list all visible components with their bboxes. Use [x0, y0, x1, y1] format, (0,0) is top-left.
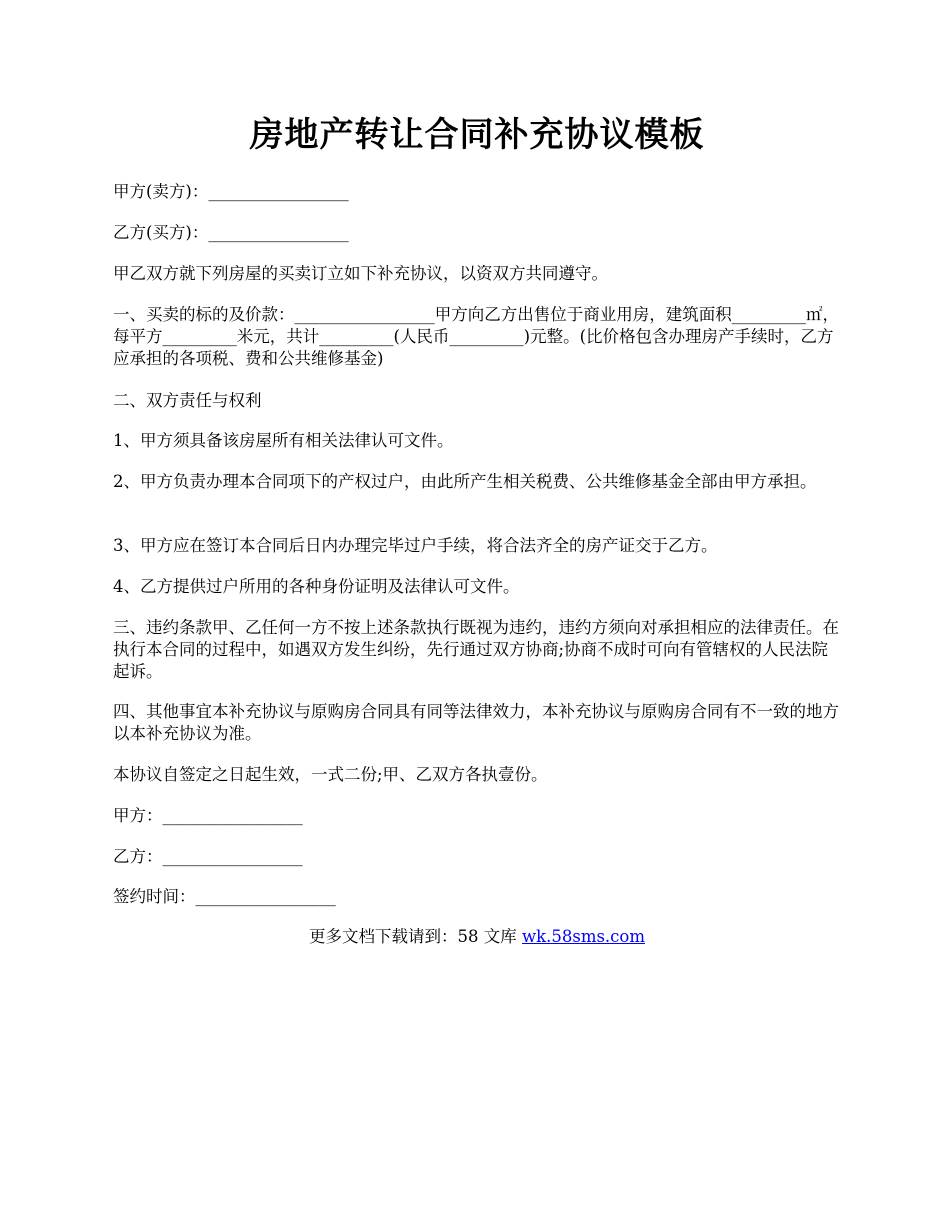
clause-item-3: 3、甲方应在签订本合同后日内办理完毕过户手续，将合法齐全的房产证交于乙方。	[113, 536, 718, 555]
party-a-seller-line: 甲方(卖方)：_________________	[113, 182, 349, 201]
document-title: 房地产转让合同补充协议模板	[249, 115, 705, 155]
footer-prefix-text: 更多文档下载请到：58 文库	[308, 927, 522, 946]
party-b-buyer-line: 乙方(买方)：_________________	[113, 223, 349, 242]
signature-party-a: 甲方：_________________	[113, 806, 303, 825]
footer-download-note	[113, 926, 841, 948]
effective-paragraph: 本协议自签定之日起生效，一式二份;甲、乙双方各执壹份。	[113, 765, 548, 784]
section-1-price-paragraph: 一、买卖的标的及价款：_________________甲方向乙方出售位于商业用房，建筑面积_________㎡，每平方_________米元，共计_________(人民币_________)元整。(比价格包含办理房产手续时，乙方应承担的各项税、费和公共维修基金)	[113, 305, 839, 368]
section-4-other-paragraph: 四、其他事宜本补充协议与原购房合同具有同等法律效力，本补充协议与原购房合同有不一致的地方以本补充协议为准。	[113, 702, 839, 743]
footer-website-link[interactable]: wk.58sms.com	[521, 927, 645, 946]
clause-item-2: 2、甲方负责办理本合同项下的产权过户，由此所产生相关税费、公共维修基金全部由甲方承担。	[113, 472, 817, 491]
section-3-breach-paragraph: 三、违约条款甲、乙任何一方不按上述条款执行既视为违约，违约方须向对承担相应的法律责任。在执行本合同的过程中，如遇双方发生纠纷，先行通过双方协商;协商不成时可向有管辖权的人民法院起诉。	[113, 618, 839, 681]
signature-party-b: 乙方：_________________	[113, 847, 303, 866]
section-2-heading: 二、双方责任与权利	[113, 391, 262, 410]
signature-date: 签约时间：_________________	[113, 887, 336, 906]
clause-item-1: 1、甲方须具备该房屋所有相关法律认可文件。	[113, 431, 454, 450]
clause-item-4: 4、乙方提供过户所用的各种身份证明及法律认可文件。	[113, 577, 520, 596]
intro-paragraph: 甲乙双方就下列房屋的买卖订立如下补充协议，以资双方共同遵守。	[113, 264, 608, 283]
